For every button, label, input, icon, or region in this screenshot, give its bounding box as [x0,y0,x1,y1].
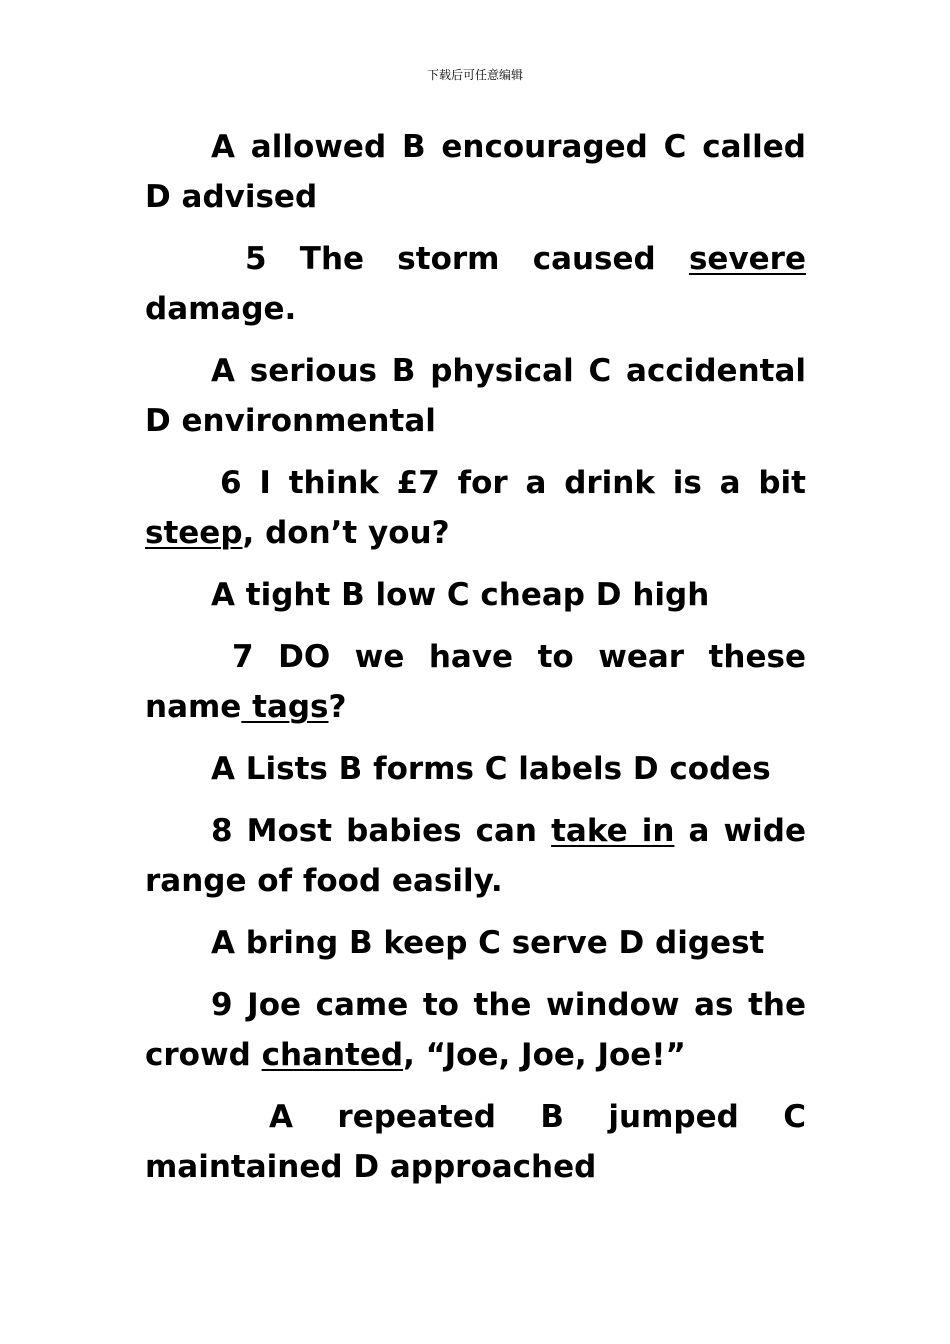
question-5 [145,234,806,334]
question-text-end: , don’t you? [242,515,450,551]
question-list [145,122,806,1204]
question-6 [145,458,806,558]
question-7 [145,632,806,732]
question-9 [145,980,806,1080]
question-text-end: damage. [145,291,297,327]
options-q5: A serious B physical C accidental D environmental [145,353,806,439]
question-text: 6 I think £7 for a drink is a bit [220,465,806,501]
question-text: 7 DO we have to wear these name [145,639,806,725]
target-word: severe [688,241,806,277]
target-word: chanted [261,1037,404,1073]
target-word: steep [145,515,243,551]
question-text: 8 Most babies can [211,813,552,849]
options-q4: A allowed B encouraged C called D advised [145,129,806,215]
options-q7: A Lists B forms C labels D codes [211,751,771,787]
question-text: 5 The storm caused [245,241,689,277]
target-word: take in [551,813,675,849]
question-text-end: , “Joe, Joe, Joe!” [403,1037,686,1073]
options-q8: A bring B keep C serve D digest [211,925,765,961]
question-text: 9 Joe came to the window as the crowd [145,987,806,1073]
question-text-end: a wide range of food easily. [145,813,806,899]
page-header: 下载后可任意编辑 [426,68,523,82]
options-q9: A repeated B jumped C maintained D approached [145,1099,806,1185]
target-word: tags [241,689,329,725]
question-8 [145,806,806,906]
question-text-end: ? [328,689,347,725]
options-q6: A tight B low C cheap D high [211,577,710,613]
